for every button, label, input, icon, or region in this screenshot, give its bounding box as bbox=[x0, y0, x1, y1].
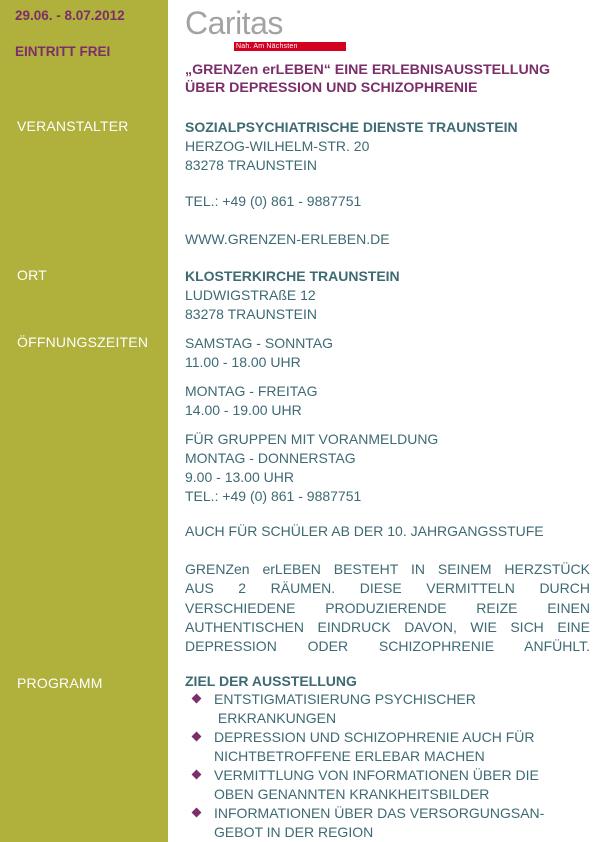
event-dates: 29.06. - 8.07.2012 bbox=[15, 8, 125, 23]
description-line: GRENZen erLEBEN BESTEHT IN SEINEM HERZSTÜCK bbox=[185, 561, 590, 577]
goal-item bbox=[190, 690, 590, 728]
caritas-logo bbox=[185, 6, 350, 48]
label-opening-hours: ÖFFNUNGSZEITEN bbox=[17, 334, 149, 350]
schools-note: AUCH FÜR SCHÜLER AB DER 10. JAHRGANGSSTUFE bbox=[185, 523, 544, 539]
groups-phone: TEL.: +49 (0) 861 - 9887751 bbox=[185, 488, 362, 504]
place-block bbox=[185, 267, 590, 324]
goal-line-1: INFORMATIONEN ÜBER DAS VERSORGUNGSAN- bbox=[214, 805, 545, 821]
organizer-street: HERZOG-WILHELM-STR. 20 bbox=[185, 138, 370, 154]
place-city: 83278 TRAUNSTEIN bbox=[185, 306, 318, 322]
description-line: AUTHENTISCHEN EINDRUCK DAVON, WIE SICH EINE bbox=[185, 618, 590, 635]
diamond-bullet-icon bbox=[192, 770, 202, 780]
organizer-name: SOZIALPSYCHIATRISCHE DIENSTE TRAUNSTEIN bbox=[185, 119, 518, 135]
groups-days: MONTAG - DONNERSTAG bbox=[185, 450, 356, 466]
hours-groups bbox=[185, 430, 590, 506]
hours-weekend bbox=[185, 334, 590, 372]
weekday-days: MONTAG - FREITAG bbox=[185, 383, 318, 399]
label-organizer: VERANSTALTER bbox=[17, 118, 129, 134]
goal-item bbox=[190, 766, 590, 804]
place-street: LUDWIGSTRAßE 12 bbox=[185, 287, 316, 303]
program-heading: ZIEL DER AUSSTELLUNG bbox=[185, 673, 357, 689]
description-line: AUS 2 RÄUMEN. DIESE VERMITTELN DURCH bbox=[185, 580, 590, 597]
goal-item bbox=[190, 804, 590, 842]
goal-line-2: OBEN GENANNTEN KRANKHEITSBILDER bbox=[214, 786, 490, 802]
goal-line-2: GEBOT IN DER REGION bbox=[214, 824, 374, 840]
goal-line-1: VERMITTLUNG VON INFORMATIONEN ÜBER DIE bbox=[214, 767, 539, 783]
title-line-2: ÜBER DEPRESSION UND SCHIZOPHRENIE bbox=[185, 80, 478, 96]
description-line: VERSCHIEDENE PRODUZIERENDE REIZE EINEN bbox=[185, 599, 590, 616]
organizer-phone: TEL.: +49 (0) 861 - 9887751 bbox=[185, 193, 362, 209]
organizer-block bbox=[185, 118, 590, 175]
goal-item bbox=[190, 728, 590, 766]
weekend-days: SAMSTAG - SONNTAG bbox=[185, 335, 334, 351]
description-line: DEPRESSION ODER SCHIZOPHRENIE ANFÜHLT. bbox=[185, 638, 590, 655]
organizer-website[interactable]: WWW.GRENZEN-ERLEBEN.DE bbox=[185, 231, 390, 247]
diamond-bullet-icon bbox=[192, 808, 202, 818]
goal-line-2: ERKRANKUNGEN bbox=[214, 710, 337, 726]
label-place: ORT bbox=[17, 267, 47, 283]
goal-line-1: ENTSTIGMATISIERUNG PSYCHISCHER bbox=[214, 691, 476, 707]
diamond-bullet-icon bbox=[192, 694, 202, 704]
groups-time: 9.00 - 13.00 UHR bbox=[185, 469, 294, 485]
goal-line-1: DEPRESSION UND SCHIZOPHRENIE AUCH FÜR bbox=[214, 729, 535, 745]
page-title bbox=[185, 61, 595, 97]
logo-tagline: Nah. Am Nächsten bbox=[236, 43, 298, 50]
diamond-bullet-icon bbox=[192, 732, 202, 742]
program-goals-list bbox=[190, 690, 590, 842]
hours-weekdays bbox=[185, 382, 590, 420]
groups-note: FÜR GRUPPEN MIT VORANMELDUNG bbox=[185, 431, 439, 447]
logo-wordmark: Caritas bbox=[185, 5, 283, 41]
label-program: PROGRAMM bbox=[17, 675, 103, 691]
goal-line-2: NICHTBETROFFENE ERLEBAR MACHEN bbox=[214, 748, 485, 764]
exhibition-description bbox=[185, 560, 590, 656]
organizer-city: 83278 TRAUNSTEIN bbox=[185, 157, 318, 173]
title-line-1: „GRENZen erLEBEN“ EINE ERLEBNISAUSSTELLUNG bbox=[185, 62, 550, 78]
weekday-time: 14.00 - 19.00 UHR bbox=[185, 402, 302, 418]
weekend-time: 11.00 - 18.00 UHR bbox=[185, 354, 301, 370]
free-entry-label: EINTRITT FREI bbox=[15, 44, 111, 59]
place-name: KLOSTERKIRCHE TRAUNSTEIN bbox=[185, 268, 400, 284]
